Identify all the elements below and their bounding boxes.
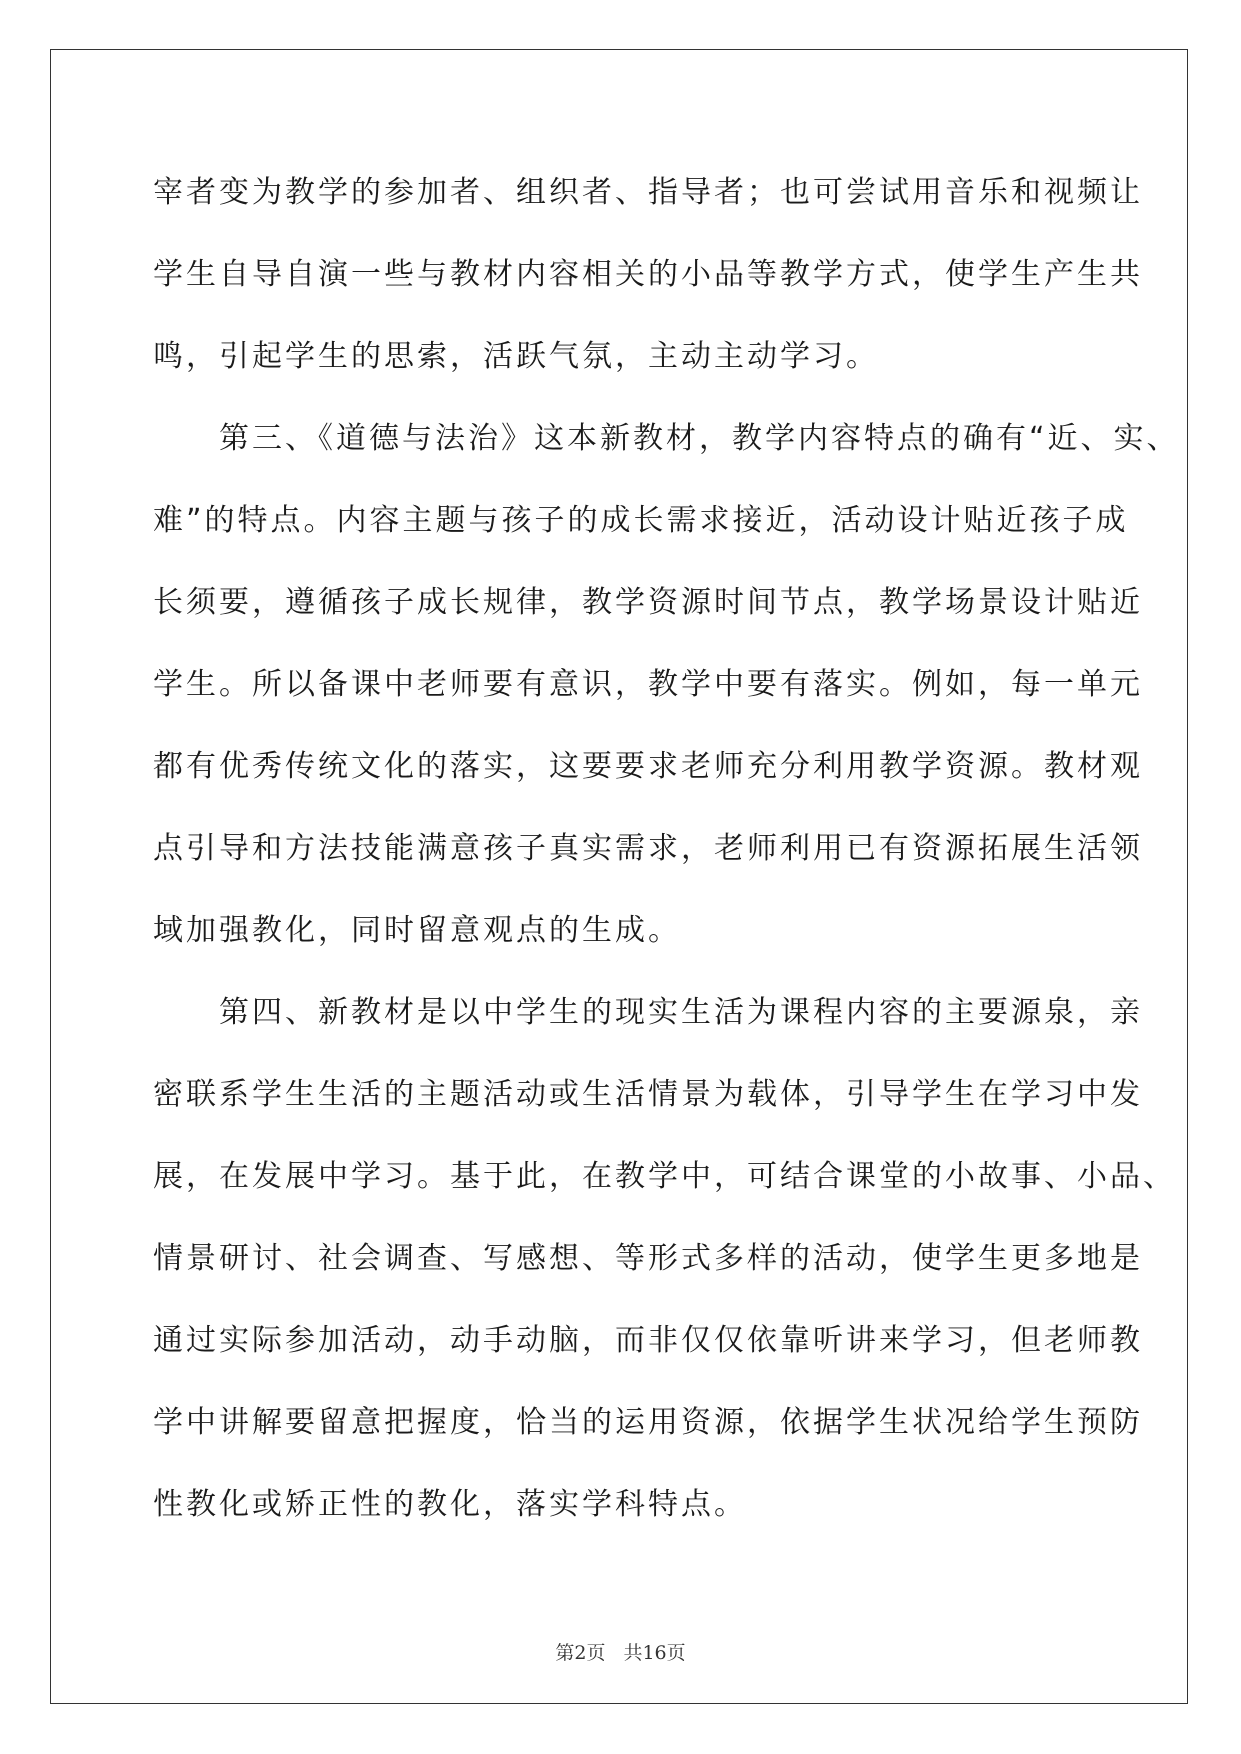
text-line: 学生自导自演一些与教材内容相关的小品等教学方式，使学生产生共 — [153, 257, 1143, 292]
document-body — [153, 152, 1180, 1546]
text-line: 都有优秀传统文化的落实，这要要求老师充分利用教学资源。教材观 — [153, 749, 1143, 784]
text-line: 难”的特点。内容主题与孩子的成长需求接近，活动设计贴近孩子成 — [153, 503, 1129, 538]
page-number: 第2页 — [555, 1642, 606, 1664]
text-line: 第三、《道德与法治》这本新教材，教学内容特点的确有“近、实、 — [153, 421, 1180, 456]
text-line: 域加强教化，同时留意观点的生成。 — [153, 913, 681, 948]
text-line: 密联系学生生活的主题活动或生活情景为载体，引导学生在学习中发 — [153, 1077, 1143, 1112]
text-line: 展，在发展中学习。基于此，在教学中，可结合课堂的小故事、小品、 — [153, 1159, 1176, 1194]
text-line: 学中讲解要留意把握度，恰当的运用资源，依据学生状况给学生预防 — [153, 1405, 1143, 1440]
text-line: 第四、新教材是以中学生的现实生活为课程内容的主要源泉，亲 — [153, 995, 1143, 1030]
text-line: 通过实际参加活动，动手动脑，而非仅仅依靠听讲来学习，但老师教 — [153, 1323, 1143, 1358]
text-line: 长须要，遵循孩子成长规律，教学资源时间节点，教学场景设计贴近 — [153, 585, 1143, 620]
text-line: 宰者变为教学的参加者、组织者、指导者；也可尝试用音乐和视频让 — [153, 175, 1143, 210]
text-line: 点引导和方法技能满意孩子真实需求，老师利用已有资源拓展生活领 — [153, 831, 1143, 866]
text-line: 情景研讨、社会调查、写感想、等形式多样的活动，使学生更多地是 — [153, 1241, 1143, 1276]
text-line: 性教化或矫正性的教化，落实学科特点。 — [153, 1487, 747, 1522]
text-line: 鸣，引起学生的思索，活跃气氛，主动主动学习。 — [153, 339, 879, 374]
text-line: 学生。所以备课中老师要有意识，教学中要有落实。例如，每一单元 — [153, 667, 1143, 702]
total-pages: 共16页 — [623, 1642, 686, 1664]
page-footer — [0, 1638, 1241, 1665]
